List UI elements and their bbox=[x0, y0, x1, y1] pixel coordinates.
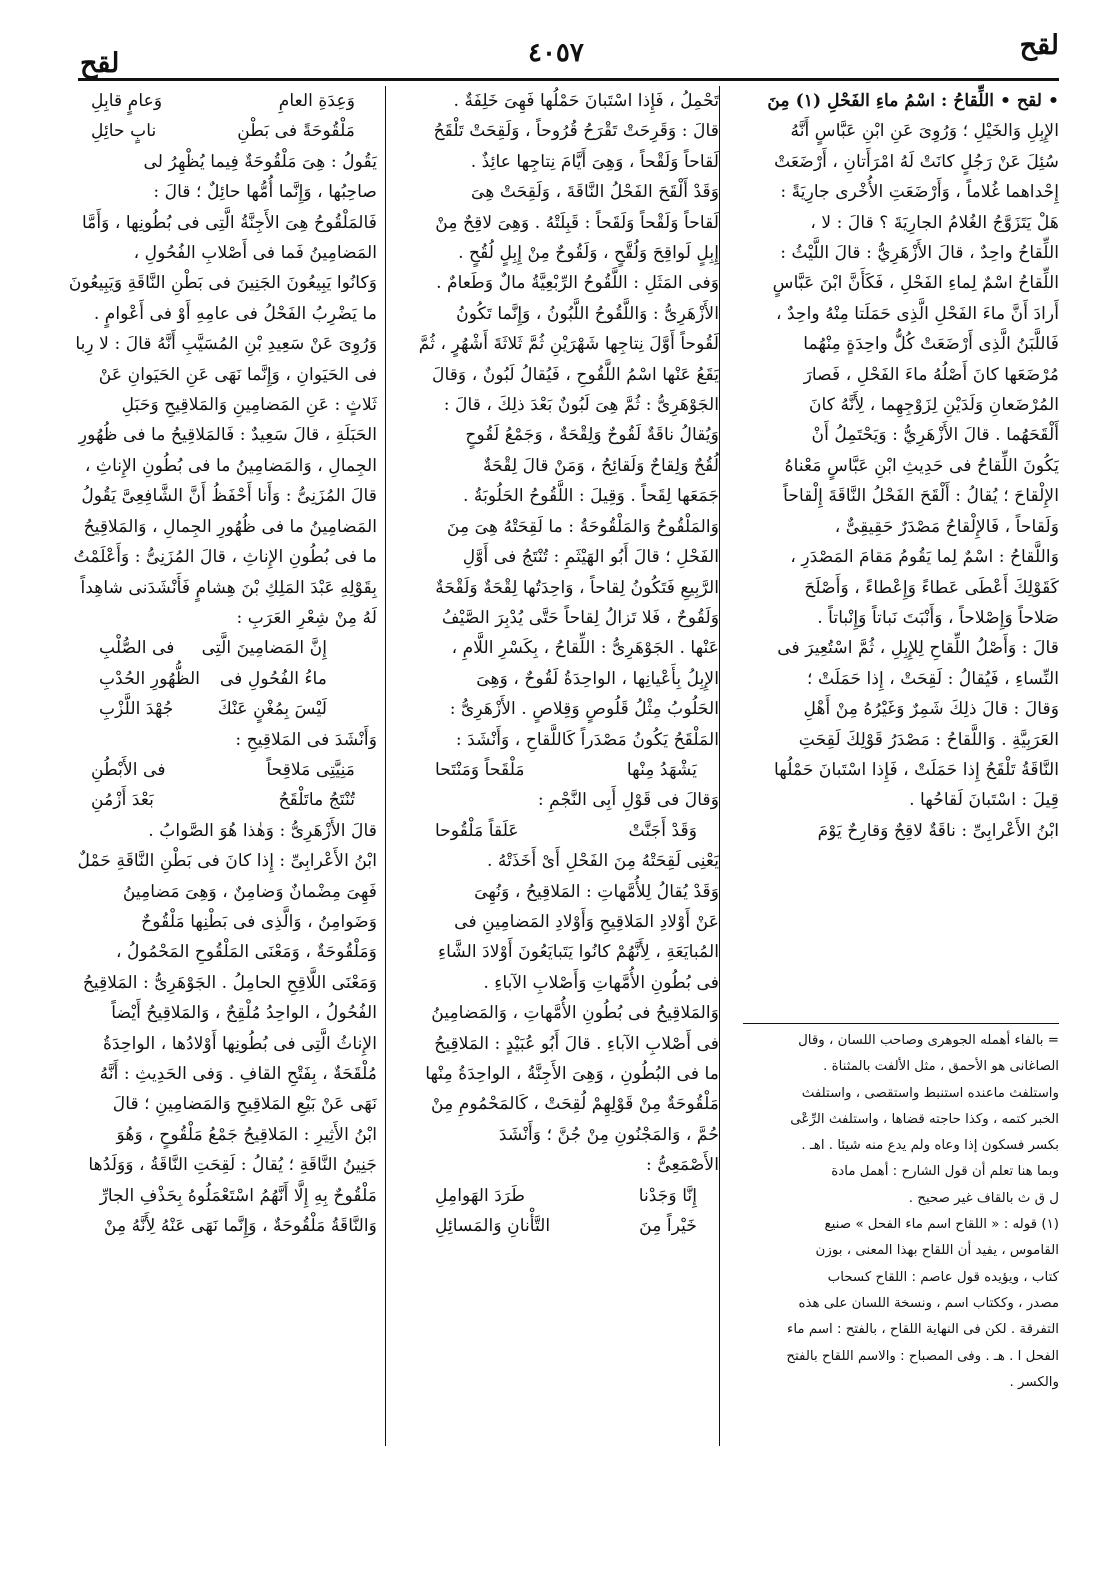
text-line: يَعْنِى لَقِحَتْهُ مِنَ الفَحْلِ أَىْ أَخَذَتْهُ . bbox=[486, 851, 719, 872]
footnote-line: مصدر ، وككتاب اسم ، ونسخة اللسان على هذه bbox=[798, 1295, 1059, 1311]
text-line: الجَوْهَرِىُّ : ثُمَّ هِىَ لَبُونٌ بَعْدَ ذلِكَ ، قالَ : bbox=[443, 395, 719, 416]
text-line: وَالمَلاقِيحُ فى بُطُونِ الأُمَّهاتِ ، وَالمَضامِينُ bbox=[431, 1003, 719, 1024]
hemistich-first: مَنِيَّتِى مَلاقِحاً bbox=[266, 759, 355, 780]
text-line: قالَ الأَزْهَرِىُّ : وَهٰذا هُوَ الصَّوابُ . bbox=[148, 820, 377, 841]
text-line: لَقاحاً وَلَقْحاً ، وَهِىَ أَيَّامَ نِتاجِها عائِذٌ . bbox=[470, 151, 719, 172]
text-line: إِبِلٍ لَواقِحَ وَلُقَّحٍ ، وَلَقُوحٌ مِنْ إِبِلٍ لُقُحٍ . bbox=[458, 243, 719, 264]
footnote-line: الفحل ا . هـ . وفى المصباح : والاسم اللقاح بالفتح bbox=[786, 1348, 1059, 1364]
text-line: وَالمَلْقُوحُ وَالمَلْقُوحَةُ : ما لَقِحَتْهُ هِىَ مِنَ bbox=[446, 516, 719, 537]
text-line: الفَحْلِ ؛ قالَ أَبُو الهَيْثَمِ : تُنْتَجُ فى أَوَّلِ bbox=[462, 547, 719, 568]
hemistich-first: إِنَّ المَضامِينَ الَّتِى bbox=[201, 638, 327, 659]
text-line: قالَ : وَأَصْلُ اللِّقاحِ لِلإِبِلِ ، ثُمَّ اسْتُعِيرَ فى bbox=[777, 638, 1059, 659]
text-line: النَّاقَةُ تَلْقَحُ إِذا حَمَلَتْ ، فَإِذا اسْتَبانَ حَمْلُها bbox=[774, 759, 1059, 780]
text-line: أَرادَ أَنَّ ماءَ الفَحْلِ الَّذِى حَمَلَتا مِنْهُ واحِدٌ ، bbox=[776, 303, 1059, 324]
text-line: الإِلْقاحَ ؛ يُقالُ : أَلْقَحَ الفَحْلُ النَّاقَةَ إِلْقاحاً bbox=[783, 486, 1059, 507]
hemistich-second: نابٍ حائِلِ bbox=[91, 121, 157, 142]
text-line: وَالنَّاقَةُ مَلْقُوحَةٌ ، وَإِنَّما نَهَى عَنْهُ لِأَنَّهُ مِنْ bbox=[103, 1216, 377, 1237]
text-line: فَالمَلْقُوحُ هِىَ الأَجِنَّةُ الَّتِى فى بُطُونِها ، وَأَمَّا bbox=[81, 212, 377, 233]
footnote-line: بكسر فسكون إذا وعاه ولم يدع منه شيئا . اهـ . bbox=[801, 1138, 1059, 1154]
text-line: مُلْقَحَةٌ ، بِفَتْحِ القافِ . وَفى الحَدِيثِ : أَنَّهُ bbox=[99, 1064, 377, 1084]
text-column-right bbox=[743, 86, 1059, 946]
text-line: فى أَصْلابِ الآباءِ . قالَ أَبُو عُبَيْدٍ : المَلاقِيحُ bbox=[434, 1033, 719, 1054]
text-line: ما فى بُطُونِ الإِناثِ ، قالَ المُزَنِىُّ : وَأَعْلَمْتُ bbox=[73, 547, 377, 568]
text-line: المَضامِينُ فَما فى أَصْلابِ الفُحُولِ ، bbox=[133, 243, 377, 264]
hemistich-second: فى الصُّلْبِ bbox=[99, 638, 175, 659]
text-line: ما يَضْرِبُ الفَحْلُ فى عامِهِ أَوْ فى أَعْوامٍ . bbox=[93, 303, 377, 324]
footnote-separator bbox=[743, 1023, 1059, 1024]
footnote-line: = بالفاء أهمله الجوهرى وصاحب اللسان ، وقال bbox=[798, 1033, 1059, 1048]
text-line: وَيُقالُ ناقَةٌ لَقُوحٌ وَلِقْحَةٌ ، وَجَمْعُ لَقُوحٍ bbox=[465, 425, 719, 446]
text-line: إِحْداهما غُلاماً ، وَأَرْضَعَتِ الأُخْرى جارِيَةً : bbox=[780, 182, 1059, 203]
text-line: اللِّقاحُ اسْمٌ لِماءِ الفَحْلِ ، فَكَأَنَّ ابْنَ عَبَّاسٍ bbox=[772, 273, 1059, 294]
verse-line bbox=[403, 755, 719, 785]
text-line: وَمَعْنَى اللَّاقِحِ الحامِلُ . الجَوْهَرِىُّ : المَلاقِيحُ bbox=[82, 972, 377, 993]
verse-line bbox=[59, 755, 377, 785]
text-line: أَلْقَحَهُما . قالَ الأَزْهَرِيُّ : وَيَحْتَمِلُ أَنْ bbox=[811, 425, 1059, 446]
text-line: عَنْها . الجَوْهَرِىُّ : اللِّقاحُ ، بِكَسْرِ اللَّامِ ، bbox=[451, 638, 719, 659]
page-number: ٤٠٥٧ bbox=[528, 38, 584, 68]
footnote-line: ل ق ث بالقاف غير صحيح . bbox=[908, 1190, 1059, 1206]
text-line: الأَصْمَعِىُّ : bbox=[646, 1155, 719, 1176]
text-line: وَقَدْ يُقالُ لِلأُمَّهاتِ : المَلاقِيحُ ، وَنُهِىَ bbox=[474, 881, 719, 902]
verse-line bbox=[403, 1181, 719, 1211]
hemistich-second: التَّأْنانِ وَالمَسائِلِ bbox=[435, 1216, 551, 1237]
text-line: عَنْ أَوْلادِ المَلاقِيحِ وَأَوْلادِ المَضامِينِ فى bbox=[454, 911, 719, 932]
hemistich-first: ماءُ الفُحُولِ فى bbox=[219, 668, 327, 689]
text-line: فى بُطُونِ الأُمَّهاتِ وَأَصْلابِ الآباءِ . bbox=[483, 972, 719, 993]
hemistich-second: عَلَقاً مَلْقُوحا bbox=[435, 820, 519, 841]
text-line: لَقاحاً وَلَقْحاً وَلَقَحاً : قَبِلَتْهُ . وَهِىَ لاقِحٌ مِنْ bbox=[435, 212, 719, 233]
text-line: ابْنُ الأَعْرابِىِّ : ناقَةٌ لاقِحٌ وَقارِحٌ يَوْمَ bbox=[817, 820, 1059, 841]
column-divider-left bbox=[385, 86, 386, 1446]
text-line: الفُحُولُ ، الواحِدُ مُلْقِحٌ ، وَالمَلاقِيحُ أَيْضاً bbox=[111, 1003, 377, 1024]
footnote-line: والكسر . bbox=[1009, 1374, 1059, 1390]
text-line: الرَّبِيعِ فَتَكُونُ لِقاحاً ، وَاحِدَتُها لِقْحَةٌ وَلَقْحَةٌ bbox=[435, 577, 719, 598]
verse-line bbox=[59, 785, 377, 815]
footnote-line: الخبر كتمه ، وكذا حاجته قضاها ، واستلفث الرِّعْى bbox=[790, 1111, 1059, 1127]
text-line: لَقُوحاً أَوَّلَ نِتاجِها شَهْرَيْنِ ثُمَّ ثَلاثَةَ أَشْهُرٍ ، ثُمَّ bbox=[418, 334, 719, 355]
verse-line bbox=[403, 1211, 719, 1241]
text-line: مَلْقُوحٌ بِهِ إِلَّا أَنَّهُمُ اسْتَعْمَلُوهُ بِحَذْفِ الجارِّ bbox=[99, 1185, 377, 1206]
verse-line bbox=[403, 816, 719, 846]
text-line: تَحْمِلُ ، فَإِذا اسْتَبانَ حَمْلُها فَهِىَ خَلِفَةٌ . bbox=[453, 91, 719, 111]
text-line: المُرْضَعانِ وَلَدَيْنِ لِزَوْجِهِما ، لِأَنَّهُ كانَ bbox=[808, 395, 1059, 416]
text-line: سُئِلَ عَنْ رَجُلٍ كانَتْ لَهُ امْرَأَتانِ ، أَرْضَعَتْ bbox=[774, 151, 1059, 172]
footnotes bbox=[743, 1028, 1059, 1396]
footnote-line: كتاب ، ويؤيده قول عاصم : اللقاح كسحاب bbox=[827, 1269, 1059, 1285]
text-line: ابْنُ الأَعْرابِىِّ : إِذا كانَ فى بَطْنِ النَّاقَةِ حَمْلٌ bbox=[77, 851, 377, 872]
text-line: بِقَوْلِهِ عَبْدَ المَلِكِ بْنَ هِشامٍ فَأَنْشَدَنى شاهِداً bbox=[80, 577, 377, 598]
text-line: صاحِبُها ، وَإِنَّما أُمُّها حائِلٌ ؛ قالَ : bbox=[153, 182, 377, 203]
text-line: وَكانُوا يَبِيعُونَ الجَنِينَ فى بَطْنِ النَّاقَةِ وَيَبِيعُونَ bbox=[68, 273, 377, 294]
footnote-line: وبما هنا تعلم أن قول الشارح : أهمل مادة bbox=[831, 1164, 1059, 1180]
footnote-line: الصاغانى هو الأحمق ، مثل الألفت بالمثناة . bbox=[823, 1059, 1059, 1075]
text-line: وَفى المَثَلِ : اللَّقُوحُ الرِّبْعِيَّةُ مالٌ وَطَعامٌ . bbox=[436, 273, 719, 294]
hemistich-first: وَعِدَةِ العامِ bbox=[278, 91, 355, 111]
text-line: الحَلُوبُ مِثْلُ قَلُوصٍ وَقِلاصٍ . الأَزْهَرِىُّ : bbox=[449, 699, 719, 720]
text-line: وَضَوامِنُ ، وَالَّذِى فى بَطْنِها مَلْقُوحٌ bbox=[141, 911, 377, 932]
footnote-line: القاموس ، يفيد أن اللقاح بهذا المعنى ، بوزن bbox=[815, 1243, 1059, 1259]
text-line: فَاللَّبَنُ الَّذِى أَرْضَعَتْ كُلُّ واحِدَةٍ مِنْهُما bbox=[803, 334, 1059, 355]
text-line: فَهِىَ مِضْمانٌ وَضامِنٌ ، وَهِىَ مَضامِينُ bbox=[122, 881, 377, 902]
hemistich-second: مَلْقَحاً وَمَنْتَحا bbox=[435, 759, 525, 780]
text-line: النِّساءِ ، فَيُقالُ : لَقِحَتْ ، إِذا حَمَلَتْ ؛ bbox=[807, 668, 1059, 689]
text-line: المُبايَعَةِ ، لِأَنَّهُمْ كانُوا يَتَبايَعُونَ أَوْلادَ الشَّاءِ bbox=[438, 942, 719, 963]
text-line: قِيلَ : اسْتَبانَ لَقاحُها . bbox=[909, 790, 1059, 811]
text-line: وَقالَ فى قَوْلِ أَبِى النَّجْمِ : bbox=[537, 790, 719, 811]
text-line: المَلْقَحُ يَكُونُ مَصْدَراً كَاللَّقاحِ ، وَأَنْشَدَ : bbox=[455, 729, 719, 750]
text-line: وَاللَّقاحُ : اسْمٌ لِما يَقُومُ مَقامَ المَصْدَرِ ، bbox=[790, 547, 1059, 568]
text-line: العَرَبِيَّةِ . وَاللَّقاحُ : مَصْدَرُ قَوْلِكَ لَقِحَتِ bbox=[798, 729, 1059, 750]
text-line: المَضامِينُ ما فى ظُهُورِ الجِمالِ ، وَالمَلاقِيحُ bbox=[83, 516, 377, 537]
text-line: يَقَعُ عَنْها اسْمُ اللَّقُوحِ ، فَيُقالُ لَبُونٌ ، وَقالَ bbox=[431, 364, 719, 385]
text-line: كَقَوْلِكَ أَعْطَى عَطاءً وَإِعْطاءً ، وَأَصْلَحَ bbox=[804, 577, 1059, 598]
column-divider-right bbox=[719, 86, 720, 1446]
text-line: الإِبِلِ وَالخَيْلِ ؛ وَرُوِىَ عَنِ ابْنِ عَبَّاسٍ أَنَّهُ bbox=[790, 121, 1059, 142]
text-line: مُرْضَعَها كانَ أَصْلُهُ ماءَ الفَحْلِ ، فَصارَ bbox=[803, 364, 1059, 385]
text-line: وَأَنْشَدَ فى المَلاقِيحِ : bbox=[235, 729, 377, 750]
text-line: الحَبَلَةِ ، قالَ سَعِيدٌ : فَالمَلاقِيحُ ما فى ظُهُورِ bbox=[78, 425, 377, 446]
hemistich-first: إِنَّا وَجَدْنا bbox=[638, 1185, 697, 1206]
verse-line bbox=[59, 116, 377, 146]
hemistich-second: بَعْدَ أَزْمُنِ bbox=[91, 790, 154, 811]
text-line: وَلَقُوحٌ ، فَلا تَزالُ لِقاحاً حَتَّى يُدْبِرَ الصَّيْفُ bbox=[441, 607, 719, 628]
hemistich-second: وَعامٍ قابِلِ bbox=[91, 91, 163, 111]
hemistich-first: خَيْراً مِنَ bbox=[639, 1216, 697, 1237]
text-line: ثَلاثٍ : عَنِ المَضامِينِ وَالمَلاقِيحِ وَحَبَلِ bbox=[121, 395, 377, 416]
text-line: • لقح • اللِّقاحُ : اسْمُ ماءِ الفَحْلِ (١) مِنَ bbox=[767, 91, 1059, 111]
text-line: حُمَّ ، وَالمَجْنُونِ مِنْ جُنَّ ؛ وَأَنْشَدَ bbox=[498, 1124, 719, 1145]
text-line: الأَزْهَرِىُّ : وَاللَّقُوحُ اللَّبُونُ ، وَإِنَّما تَكُونُ bbox=[456, 303, 719, 324]
hemistich-first: يَشْهَدُ مِنْها bbox=[626, 759, 697, 780]
text-line: الجِمالِ ، وَالمَضامِينُ ما فى بُطُونِ الإِناثِ ، bbox=[84, 455, 377, 476]
text-column-left bbox=[59, 86, 377, 1441]
text-line: قالَ المُزَنِىُّ : وَأَنا أَحْفَظُ أَنَّ الشَّافِعِىَّ يَقُولُ bbox=[81, 486, 377, 507]
hemistich-second: الظُّهُورِ الحُدْبِ bbox=[99, 668, 200, 689]
text-line: هَلْ يَتَزَوَّجُ الغُلامُ الجارِيَةَ ؟ قالَ : لا ، bbox=[810, 212, 1059, 233]
hemistich-second: جُهْدَ اللَّزْبِ bbox=[99, 699, 174, 720]
text-line: اللِّقاحُ واحِدٌ ، قالَ الأَزْهَرِيُّ : قالَ اللَّيْثُ : bbox=[780, 243, 1059, 264]
header-rule bbox=[78, 78, 1059, 81]
text-line: لُقُحٌ وَلِقاحٌ وَلَقائِحُ ، وَمَنْ قالَ لِقْحَةٌ bbox=[482, 455, 719, 476]
text-line: يَقُولُ : هِىَ مَلْقُوحَةٌ فِيما يُظْهِرُ لى bbox=[143, 151, 377, 172]
verse-line bbox=[59, 694, 377, 724]
text-line: وَقَدْ أَلْقَحَ الفَحْلُ النَّاقَةَ ، وَلَقِحَتْ هِىَ bbox=[471, 182, 719, 203]
text-line: وَرُوِىَ عَنْ سَعِيدِ بْنِ المُسَيَّبِ أَنَّهُ قالَ : لا رِبا bbox=[75, 334, 377, 355]
verse-line bbox=[59, 664, 377, 694]
text-line: وَقالَ : قالَ ذلِكَ شَمِرٌ وَغَيْرُهُ مِنْ أَهْلِ bbox=[803, 699, 1059, 720]
text-line: يَكُونَ اللِّقاحُ فى حَدِيثِ ابْنِ عَبَّاسٍ مَعْناهُ bbox=[784, 455, 1059, 476]
footnote-line: واستلفث ماعنده استنبط واستقصى ، واستلفث bbox=[801, 1085, 1059, 1101]
text-line: قالَ : وَقَرِحَتْ تَقْرَحُ قُرُوحاً ، وَلَقِحَتْ تَلْقَحُ bbox=[433, 121, 719, 142]
hemistich-first: وَقَدْ أَجَنَّتْ bbox=[628, 820, 697, 841]
hemistich-first: مَلْقُوحَةً فى بَطْنِ bbox=[237, 121, 355, 142]
text-line: ما فى البُطُونِ ، وَهِىَ الأَجِنَّةُ ، الواحِدَةُ مِنْها bbox=[425, 1064, 719, 1084]
text-line: لَهُ مِنْ شِعْرِ العَرَبِ : bbox=[236, 607, 377, 628]
text-line: وَمَلْقُوحَةٌ ، وَمَعْنَى المَلْقُوحِ المَحْمُولُ ، bbox=[116, 942, 377, 963]
text-line: مَلْقُوحَةٌ مِنْ قَوْلِهِمْ لُقِحَتْ ، كَالمَحْمُومِ مِنْ bbox=[431, 1094, 719, 1115]
text-line: صَلاحاً وَإِصْلاحاً ، وَأَنْبَتَ نَباتاً وَإِنْباتاً . bbox=[817, 607, 1059, 628]
text-line: الإِبِلُ بِأَعْيانِها ، الواحِدَةُ لَقُوحٌ ، وَهِىَ bbox=[476, 668, 719, 689]
text-line: جَنِينُ النَّاقَةِ ؛ يُقالُ : لَقِحَتِ النَّاقَةُ ، وَوَلَدُها bbox=[88, 1155, 377, 1176]
hemistich-second: طَرَدَ الهَوامِلِ bbox=[435, 1185, 526, 1206]
text-column-middle bbox=[403, 86, 719, 1441]
header-entry-word-right: لقح bbox=[1019, 30, 1059, 61]
footnote-line: (١) قوله : « اللقاح اسم ماء الفحل » صنيع bbox=[824, 1217, 1059, 1233]
header-entry-word-left: لقح bbox=[80, 48, 120, 79]
text-line: ابْنُ الأَثِيرِ : المَلاقِيحُ جَمْعُ مَلْقُوحٍ ، وَهُوَ bbox=[116, 1124, 377, 1145]
verse-line bbox=[59, 633, 377, 663]
text-line: نَهَى عَنْ بَيْعِ المَلاقِيحِ وَالمَضامِينِ ؛ قالَ bbox=[112, 1094, 377, 1115]
text-line: وَلَقاحاً ، فَالإِلْقاحُ مَصْدَرٌ حَقِيقِىٌّ ، bbox=[834, 516, 1059, 537]
text-line: جَمَعَها لِقَحاً . وَقِيلَ : اللَّقُوحُ الحَلُوبَةُ . bbox=[463, 486, 719, 507]
footnote-line: التفرقة . لكن فى النهاية اللقاح ، بالفتح : اسم ماء bbox=[787, 1322, 1059, 1338]
hemistich-first: تُنْتَجُ ماتَلْقَحُ bbox=[278, 790, 355, 811]
text-line: فى الحَيَوانِ ، وَإِنَّما نَهَى عَنِ الحَيَوانِ عَنْ bbox=[98, 364, 377, 385]
hemistich-first: لَيْسَ بِمُغْنٍ عَنْكَ bbox=[217, 699, 327, 720]
text-line: الإِناثُ الَّتِى فى بُطُونِها أَوْلادُها ، الواحِدَةُ bbox=[102, 1033, 377, 1054]
verse-line bbox=[59, 86, 377, 116]
hemistich-second: فى الأَبْطُنِ bbox=[91, 759, 166, 780]
